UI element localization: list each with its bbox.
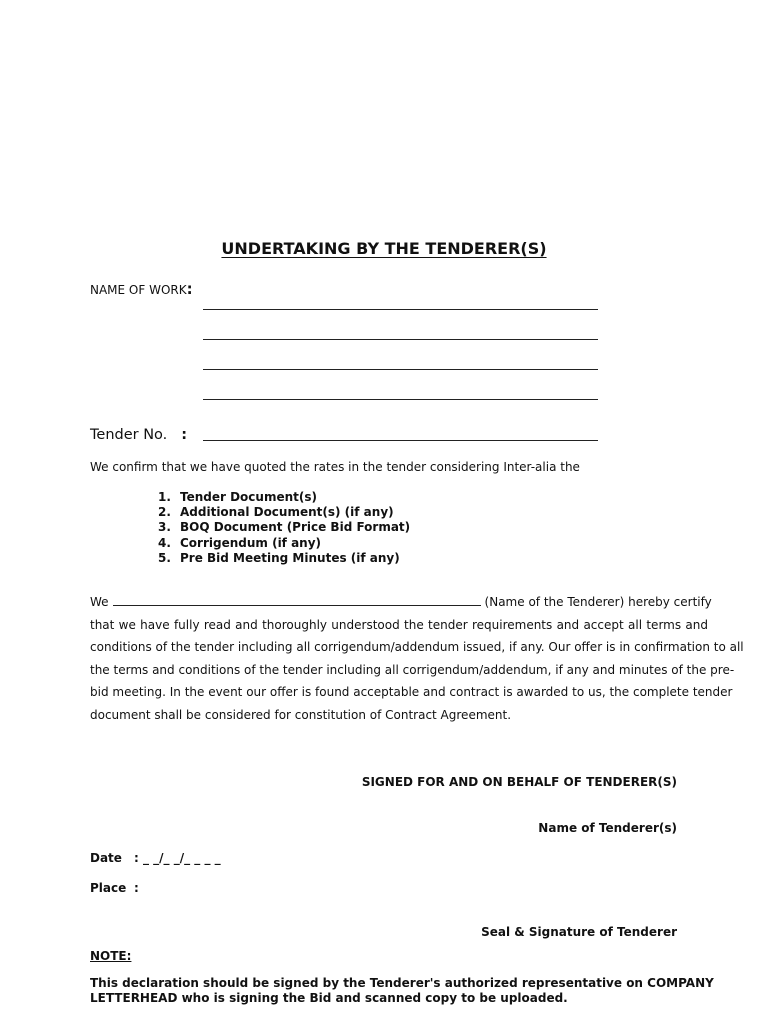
document-list [158, 490, 410, 566]
note-heading: NOTE: [90, 949, 132, 963]
date-value: : _ _/_ _/_ _ _ _ [134, 851, 221, 865]
name-of-work-colon: : [186, 280, 193, 298]
list-item: 2. Additional Document(s) (if any) [158, 505, 394, 520]
note-text [90, 976, 714, 1005]
paragraph-line: document shall be considered for constitution of Contract Agreement. [90, 707, 512, 722]
name-of-work-label [90, 280, 193, 298]
name-of-work-blank-line [203, 339, 598, 340]
paragraph-line: We (Name of the Tenderer) hereby certify [90, 595, 712, 609]
note-line: LETTERHEAD who is signing the Bid and scanned copy to be uploaded. [90, 990, 568, 1005]
list-item: 1. Tender Document(s) [158, 490, 317, 504]
tenderer-name-blank-line [113, 595, 481, 606]
paragraph-line: that we have fully read and thoroughly understood the tender requirements and accept all terms and [90, 617, 708, 632]
list-item: 5. Pre Bid Meeting Minutes (if any) [158, 550, 400, 565]
document-title: UNDERTAKING BY THE TENDERER(S) [221, 239, 547, 258]
name-of-work-text: NAME OF WORK [90, 283, 187, 297]
note-line: This declaration should be signed by the Tenderer's authorized representative on COMPANY [90, 976, 714, 990]
list-item: 3. BOQ Document (Price Bid Format) [158, 520, 411, 535]
place-value: : [134, 881, 139, 895]
place-label: Place [90, 881, 127, 895]
tender-no-colon: : [181, 427, 188, 443]
date-field [90, 851, 221, 865]
paragraph-line: bid meeting. In the event our offer is found acceptable and contract is awarded to us, the complete tender [90, 685, 733, 700]
paragraph-line: conditions of the tender including all corrigendum/addendum issued, if any. Our offer is in confirmation to all [90, 640, 744, 655]
tender-no-label [90, 427, 187, 443]
name-of-tenderer-label: Name of Tenderer(s) [538, 821, 677, 835]
paragraph-line: the terms and conditions of the tender including all corrigendum/addendum, if any and minutes of the pre- [90, 662, 735, 677]
date-label: Date [90, 851, 122, 865]
name-of-work-blank-line [203, 309, 598, 310]
seal-signature-label: Seal & Signature of Tenderer [481, 925, 677, 939]
name-of-work-blank-line [203, 369, 598, 370]
tender-no-text: Tender No. [90, 427, 168, 443]
place-field [90, 881, 139, 895]
confirm-statement: We confirm that we have quoted the rates in the tender considering Inter-alia the [90, 460, 580, 474]
name-of-work-blank-line [203, 399, 598, 400]
tender-no-blank-line [203, 440, 598, 441]
signed-for-heading: SIGNED FOR AND ON BEHALF OF TENDERER(S) [361, 775, 677, 789]
list-item: 4. Corrigendum (if any) [158, 535, 322, 550]
certification-paragraph [90, 591, 744, 727]
